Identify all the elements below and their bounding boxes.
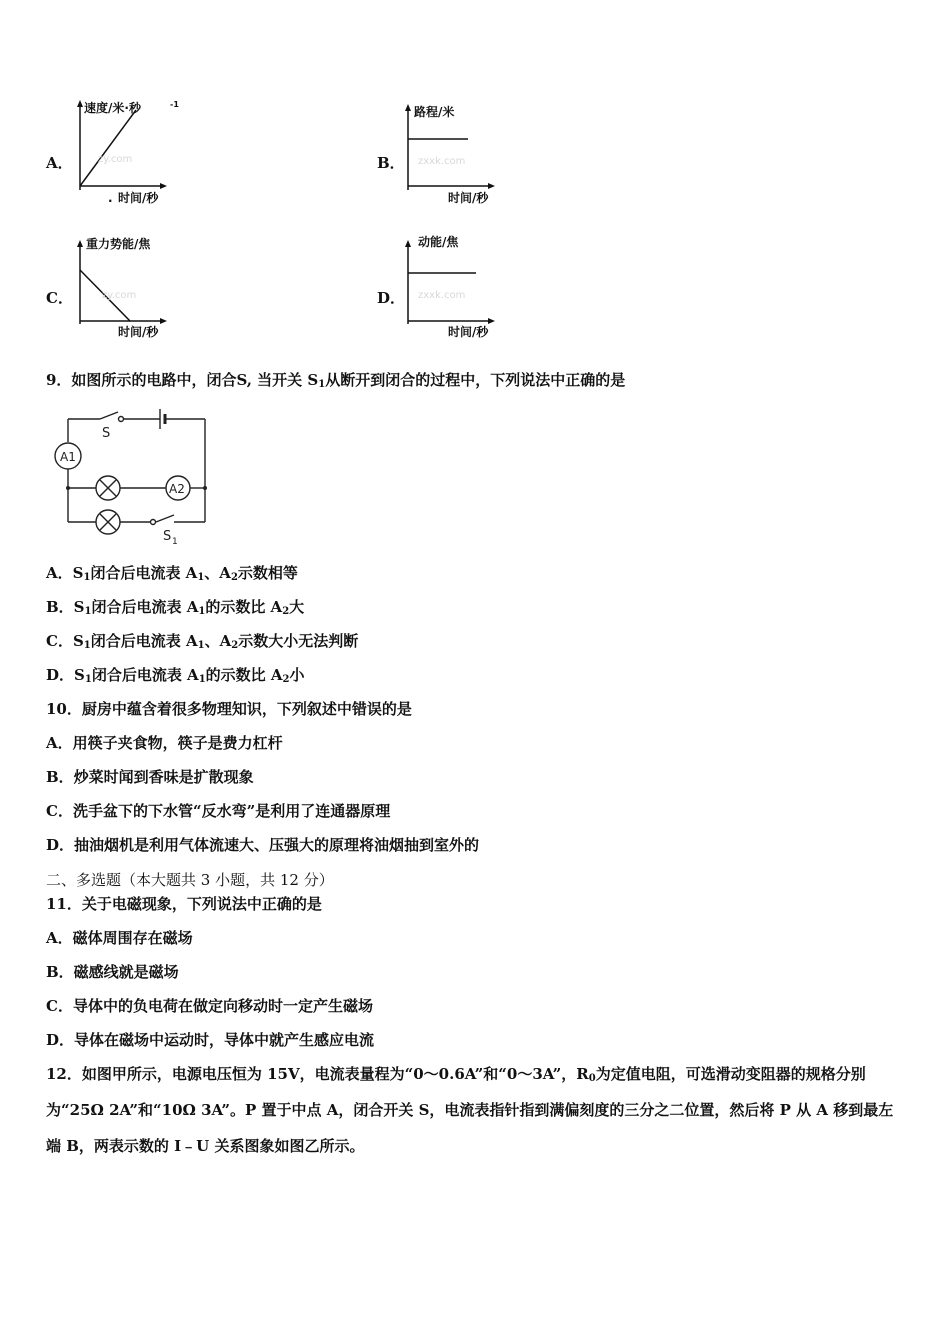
watermark: zxxk.com	[418, 156, 466, 167]
q10-stem: 10．厨房中蕴含着很多物理知识，下列叙述中错误的是	[46, 700, 412, 718]
q10-option-d: D．抽油烟机是利用气体流速大、压强大的原理将油烟抽到室外的	[46, 836, 480, 854]
y-axis-label: 路程/米	[414, 105, 455, 119]
q9-option-a: A．$S_1$闭合后电流表 $A_1$、$A_2$示数相等	[46, 564, 298, 583]
q9-stem: 9．如图所示的电路中，闭合S, 当开关 $S_1$从断开到闭合的过程中，下列说法中正确的是	[46, 371, 626, 390]
q11-option-a: A．磁体周围存在磁场	[46, 929, 193, 947]
q10-option-c: C．洗手盆下的下水管“反水弯”是利用了连通器原理	[46, 802, 391, 820]
x-axis-arrow	[488, 318, 495, 324]
y-axis-label: 重力势能/焦	[86, 237, 151, 251]
y-axis-arrow	[405, 240, 411, 247]
switch-s1-label-sub: 1	[172, 537, 178, 546]
q11-option-d: D．导体在磁场中运动时，导体中就产生感应电流	[46, 1031, 375, 1049]
option-c-label: C．	[46, 289, 73, 307]
watermark: zy.com	[98, 154, 133, 165]
y-axis-label: 动能/焦	[418, 235, 459, 249]
graph-line	[80, 110, 136, 186]
switch-s1-label: S	[163, 529, 172, 544]
switch-s1-lever	[156, 515, 174, 522]
x-axis-arrow	[160, 318, 167, 324]
switch-s-label: S	[102, 426, 111, 441]
junction	[66, 486, 70, 490]
q10-option-b: B．炒菜时闻到香味是扩散现象	[46, 768, 254, 786]
q9-option-d: D．$S_1$闭合后电流表 $A_1$的示数比 $A_2$小	[46, 666, 305, 685]
q11-option-b: B．磁感线就是磁场	[46, 963, 179, 981]
x-axis-label: 时间/秒	[448, 325, 489, 339]
circuit-diagram	[52, 406, 222, 546]
x-axis-label: 时间/秒	[118, 325, 159, 339]
q11-stem: 11．关于电磁现象，下列说法中正确的是	[46, 895, 322, 913]
x-axis-arrow	[160, 183, 167, 189]
y-axis-arrow	[77, 240, 83, 247]
y-axis-arrow	[405, 104, 411, 111]
switch-s1-contact	[151, 520, 156, 525]
watermark: zxxk.com	[418, 290, 466, 301]
ammeter-a1-label: A1	[60, 450, 76, 464]
graph-a-speed-time	[70, 96, 190, 208]
option-d-label: D．	[377, 289, 406, 307]
switch-s-contact	[119, 417, 124, 422]
x-axis-prefix: .	[108, 191, 113, 205]
switch-s-lever	[100, 412, 118, 419]
graph-b-distance-time	[398, 96, 518, 208]
q9-option-b: B．$S_1$闭合后电流表 $A_1$的示数比 $A_2$大	[46, 598, 305, 617]
q9-option-c: C．$S_1$闭合后电流表 $A_1$、$A_2$示数大小无法判断	[46, 632, 359, 651]
option-a-label: A．	[46, 154, 73, 172]
y-axis-arrow	[77, 100, 83, 107]
ammeter-a2-label: A2	[169, 482, 185, 496]
x-axis-label: 时间/秒	[118, 191, 159, 205]
y-axis-label-sup: -1	[170, 100, 179, 109]
junction	[203, 486, 207, 490]
y-axis-label: 速度/米·秒	[84, 101, 141, 115]
watermark: zy.com	[102, 290, 137, 301]
x-axis-label: 时间/秒	[448, 191, 489, 205]
x-axis-arrow	[488, 183, 495, 189]
q10-option-a: A．用筷子夹食物，筷子是费力杠杆	[46, 734, 283, 752]
section-heading: 二、多选题（本大题共 3 小题，共 12 分）	[46, 871, 334, 889]
q12-text: 12．如图甲所示，电源电压恒为 15V，电流表量程为“0～0.6A”和“0～3A”，$R_0$为定值电阻，可选滑动变阻器的规格分别为“25Ω 2A”和“10Ω 3A”。P 置于中点 A，闭合开关 S，电流表指针指到满偏刻度的三分之二位置，然后将 P 从 A 移到最左端 B，两表示数的 I﹣U 关系图象如图乙所示。	[46, 1065, 894, 1155]
option-b-label: B．	[377, 154, 405, 172]
graph-d-kinetic-energy-time	[398, 232, 518, 344]
graph-c-potential-energy-time	[70, 232, 190, 344]
q11-option-c: C．导体中的负电荷在做定向移动时一定产生磁场	[46, 997, 373, 1015]
